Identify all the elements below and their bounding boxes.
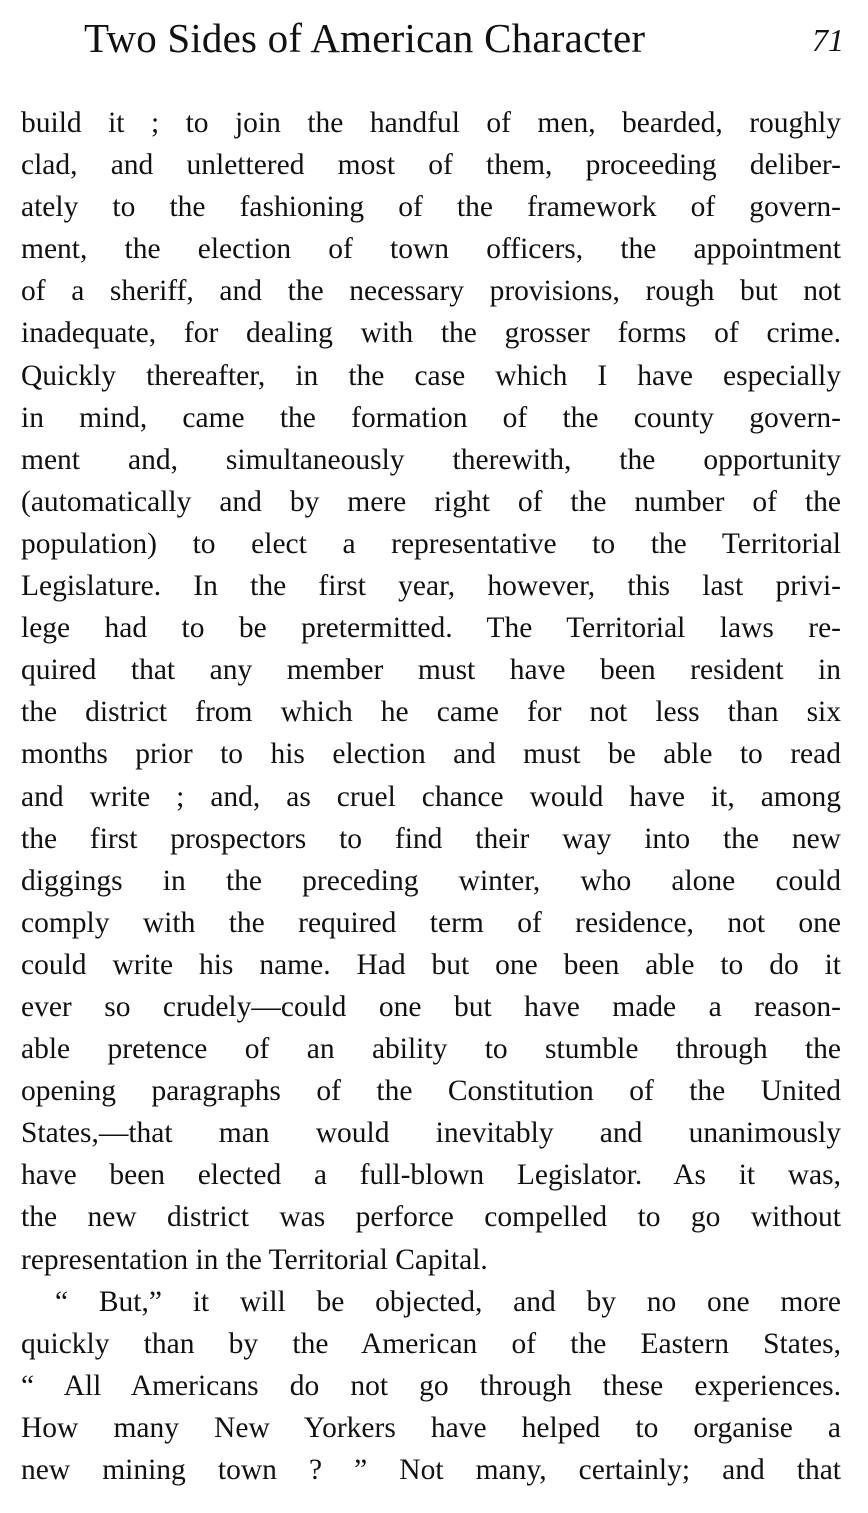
text-line: “ All Americans do not go through these experiences.: [21, 1369, 841, 1402]
text-line: new mining town ? ” Not many, certainly; and that: [21, 1454, 841, 1486]
text-line: months prior to his election and must be able to read: [21, 738, 841, 771]
text-line: lege had to be pretermitted. The Territorial laws re-: [21, 612, 841, 645]
text-line: representation in the Territorial Capital.: [21, 1243, 488, 1276]
body-text: [21, 102, 841, 1491]
page-number: 71: [812, 22, 844, 58]
text-line: build it ; to join the handful of men, bearded, roughly: [21, 107, 841, 139]
text-line: ment, the election of town officers, the appointment: [21, 233, 841, 266]
text-line: clad, and unlettered most of them, proceeding deliber-: [21, 149, 841, 182]
text-line: and write ; and, as cruel chance would have it, among: [21, 780, 841, 813]
text-line: opening paragraphs of the Constitution of the United: [21, 1075, 841, 1108]
text-line: have been elected a full-blown Legislator. As it was,: [21, 1159, 841, 1192]
text-line: population) to elect a representative to the Territorial: [21, 527, 841, 560]
text-line: inadequate, for dealing with the grosser forms of crime.: [21, 317, 841, 350]
text-line: the first prospectors to find their way into the new: [21, 822, 841, 855]
text-line: ment and, simultaneously therewith, the opportunity: [21, 443, 841, 476]
text-line: could write his name. Had but one been able to do it: [21, 948, 841, 981]
text-line: States,—that man would inevitably and unanimously: [21, 1117, 841, 1150]
text-line: (automatically and by mere right of the number of the: [21, 485, 841, 518]
paragraph: [21, 102, 841, 1281]
text-line: in mind, came the formation of the county govern-: [21, 401, 841, 434]
text-line: quickly than by the American of the Eastern States,: [21, 1327, 841, 1360]
text-line: able pretence of an ability to stumble through the: [21, 1033, 841, 1066]
text-line: ately to the fashioning of the framework of govern-: [21, 191, 841, 224]
text-line: How many New Yorkers have helped to organise a: [21, 1411, 841, 1444]
running-head: [84, 10, 844, 70]
text-line: Legislature. In the first year, however, this last privi-: [21, 570, 841, 603]
text-line: quired that any member must have been resident in: [21, 654, 841, 687]
text-line: ever so crudely—could one but have made a reason-: [21, 990, 841, 1023]
paragraph: [21, 1281, 841, 1491]
text-line: “ But,” it will be objected, and by no one more: [55, 1285, 841, 1318]
text-line: comply with the required term of residence, not one: [21, 906, 841, 939]
running-title: Two Sides of American Character: [84, 15, 646, 61]
text-line: Quickly thereafter, in the case which I have especially: [21, 359, 841, 392]
text-line: of a sheriff, and the necessary provisions, rough but not: [21, 275, 841, 308]
text-line: the new district was perforce compelled to go without: [21, 1201, 841, 1234]
text-line: diggings in the preceding winter, who alone could: [21, 864, 841, 897]
text-line: the district from which he came for not less than six: [21, 696, 841, 729]
